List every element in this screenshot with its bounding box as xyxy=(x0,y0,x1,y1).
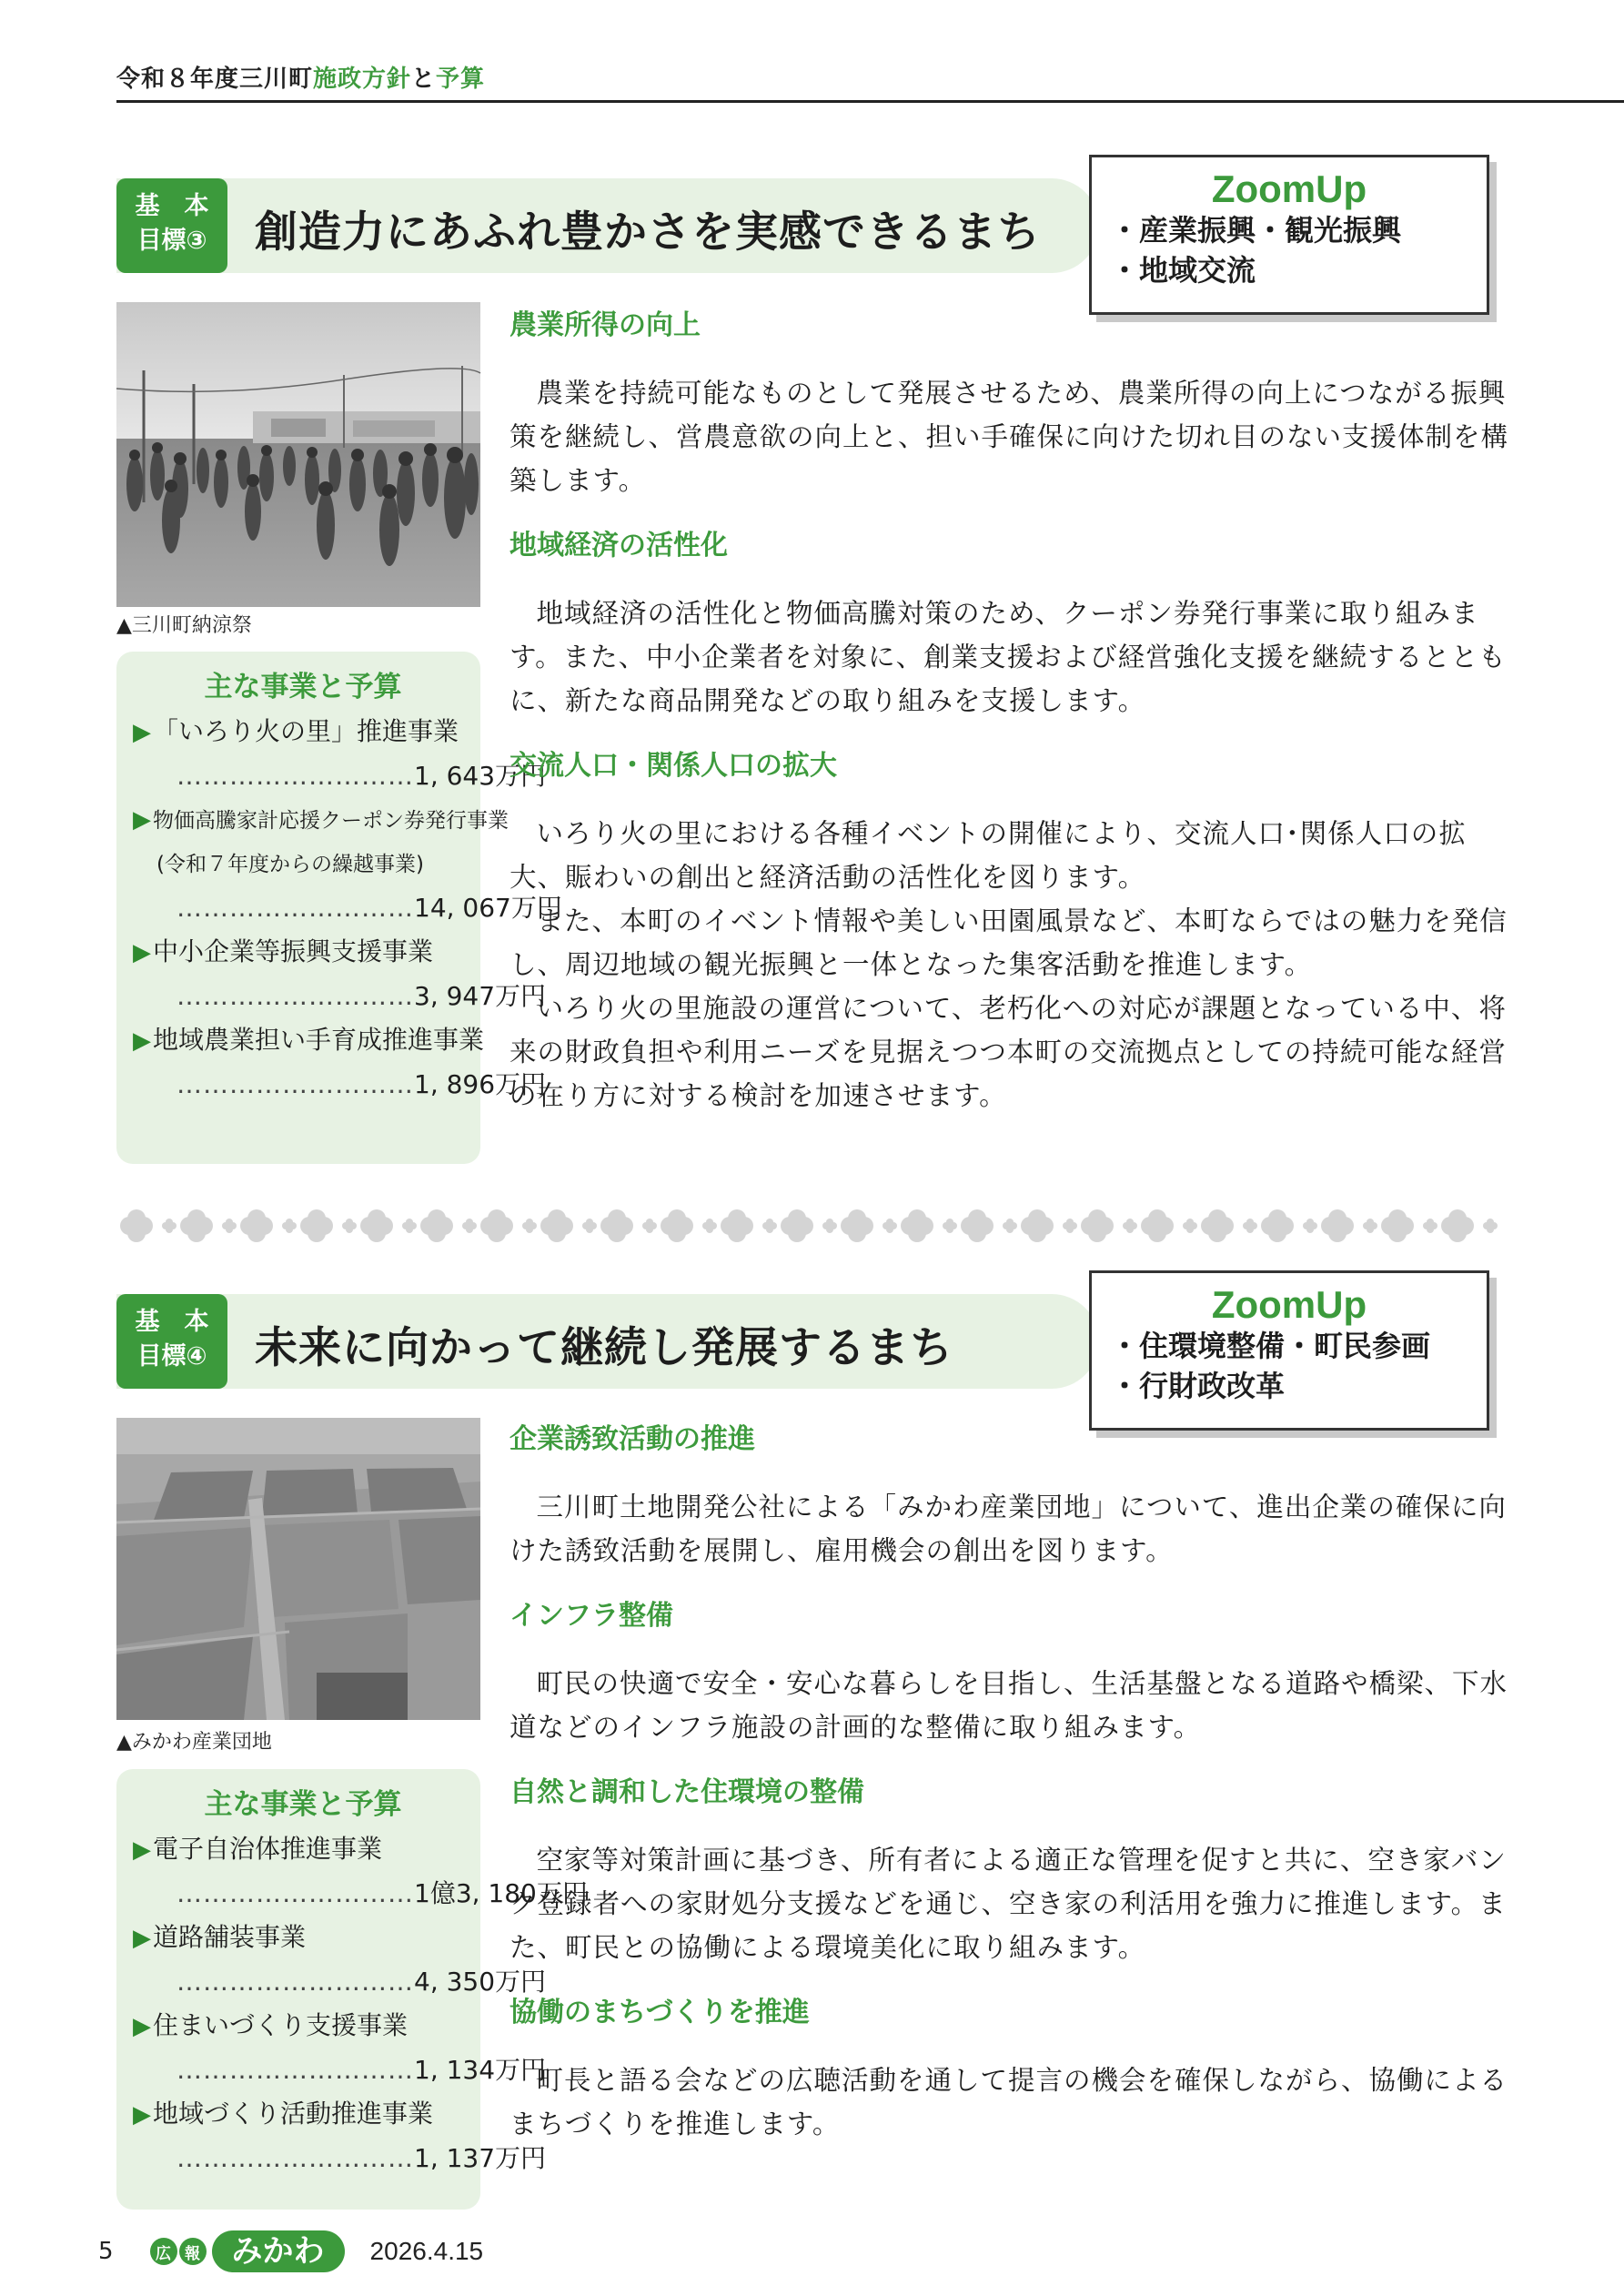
subsection-heading: 農業所得の向上 xyxy=(509,309,701,341)
budget-item xyxy=(133,2092,473,2137)
section3-badge-line1: 基 本 xyxy=(135,192,209,220)
budget-amount-value: 1億3, 180万円 xyxy=(414,1878,588,1908)
section4-zoomup-item: ・住環境整備・町民参画 xyxy=(1110,1329,1431,1363)
section3-budget-box xyxy=(116,652,562,1164)
budget-item xyxy=(133,710,473,754)
budget-amount-value: 4, 350万円 xyxy=(414,1967,547,1997)
paragraph: 空家等対策計画に基づき、所有者による適正な管理を促すと共に、空き家バンク登録者への家財処分支援などを通じ、空き家の利活用を強力に推進します。また、町民との協働による環境美化に取り組みます。 xyxy=(509,1845,1507,1963)
triangle-bullet-icon: ▶ xyxy=(133,806,151,834)
leader-dots: ……………………… xyxy=(177,2143,414,2173)
budget-amount-value: 3, 947万円 xyxy=(414,981,547,1011)
section4-badge-line1: 基 本 xyxy=(135,1308,209,1336)
subsection-heading: インフラ整備 xyxy=(509,1600,673,1632)
header-conj: と xyxy=(411,66,437,93)
leader-dots: ……………………… xyxy=(177,893,414,923)
paragraph: 町長と語る会などの広聴活動を通して提言の機会を確保しながら、協働によるまちづくりを推進します。 xyxy=(509,2065,1508,2139)
section4-zoomup-box xyxy=(1089,1270,1489,1431)
leader-dots: ……………………… xyxy=(177,981,414,1011)
budget-item xyxy=(133,1827,473,1872)
subsection-heading: 地域経済の活性化 xyxy=(509,530,728,561)
triangle-bullet-icon: ▶ xyxy=(133,2101,151,2129)
budget-amount xyxy=(133,754,547,798)
budget-amount xyxy=(133,1063,547,1107)
festival-photo-caption: ▲三川町納涼祭 xyxy=(116,614,252,637)
budget-amount xyxy=(133,975,547,1018)
budget-amount-value: 14, 067万円 xyxy=(414,893,562,923)
section4-budget-box xyxy=(116,1769,588,2210)
budget-amount xyxy=(133,2137,547,2180)
paragraph: 三川町土地開発公社による「みかわ産業団地」について、進出企業の確保に向けた誘致活動を展開し、雇用機会の創出を図ります。 xyxy=(509,1492,1507,1566)
budget-item-label: 地域農業担い手育成推進事業 xyxy=(153,1025,485,1055)
section4-content xyxy=(509,1420,1519,2146)
page-footer xyxy=(98,2230,483,2273)
header-prefix: 令和８年度三川町 xyxy=(116,66,314,93)
section3-goal-badge xyxy=(116,178,227,273)
header-mid: 施政方針 xyxy=(313,66,412,93)
subsection-heading: 協働のまちづくりを推進 xyxy=(509,1997,810,2028)
budget-amount-value: 1, 643万円 xyxy=(414,761,547,791)
budget-item-note: (令和７年度からの繰越事業) xyxy=(156,853,424,876)
budget-item xyxy=(133,1916,473,1960)
paragraph: いろり火の里施設の運営について、老朽化への対応が課題となっている中、将来の財政負担や利用ニーズを見据えつつ本町の交流拠点としての持続可能な経営の在り方に対する検討を加速させます。 xyxy=(509,993,1507,1111)
subsection-heading: 企業誘致活動の推進 xyxy=(509,1423,755,1455)
triangle-bullet-icon: ▶ xyxy=(133,1027,151,1055)
triangle-bullet-icon: ▶ xyxy=(133,1836,151,1864)
leader-dots: ……………………… xyxy=(177,761,414,791)
budget-amount-value: 1, 896万円 xyxy=(414,1069,547,1099)
section3-zoomup-title: ZoomUp xyxy=(1211,167,1367,210)
section3-zoomup-item: ・産業振興・観光振興 xyxy=(1110,213,1402,248)
budget-item xyxy=(133,798,509,843)
mikawa-logo: みかわ xyxy=(212,2230,345,2272)
section4-title: 未来に向かって継続し発展するまち xyxy=(255,1323,953,1373)
section3-content xyxy=(509,306,1519,1118)
triangle-bullet-icon: ▶ xyxy=(133,2013,151,2040)
budget-item xyxy=(133,1018,485,1063)
budget-item xyxy=(133,930,473,975)
budget-item-label: 道路舗装事業 xyxy=(153,1922,307,1952)
issue-date: 2026.4.15 xyxy=(369,2237,484,2265)
section3-zoomup-box xyxy=(1089,155,1489,315)
kou-circle: 広 xyxy=(150,2238,177,2265)
section4-budget-title: 主な事業と予算 xyxy=(204,1788,402,1821)
section4-zoomup-item: ・行財政改革 xyxy=(1110,1369,1286,1403)
section3-budget-title: 主な事業と予算 xyxy=(204,671,402,703)
budget-item-label: 住まいづくり支援事業 xyxy=(153,2010,409,2040)
budget-amount xyxy=(133,886,562,930)
leader-dots: ……………………… xyxy=(177,1069,414,1099)
budget-item-label: 中小企業等振興支援事業 xyxy=(153,936,434,966)
hou-circle: 報 xyxy=(179,2238,207,2265)
subsection-heading: 自然と調和した住環境の整備 xyxy=(509,1776,864,1808)
budget-item-label: 地域づくり活動推進事業 xyxy=(153,2099,434,2129)
budget-item xyxy=(133,2004,473,2048)
header-rule xyxy=(116,100,1624,103)
page-header xyxy=(116,60,485,94)
budget-item-label: 「いろり火の里」推進事業 xyxy=(153,716,459,746)
paragraph: 地域経済の活性化と物価高騰対策のため、クーポン券発行事業に取り組みます。また、中小企業者を対象に、創業支援および経営強化支援を継続するとともに、新たな商品開発などの取り組みを支援します。 xyxy=(509,598,1507,716)
triangle-bullet-icon: ▶ xyxy=(133,1925,151,1952)
paragraph: また、本町のイベント情報や美しい田園風景など、本町ならではの魅力を発信し、周辺地域の観光振興と一体となった集客活動を推進します。 xyxy=(509,905,1508,980)
subsection-heading: 交流人口・関係人口の拡大 xyxy=(509,750,837,782)
section3-badge-line2: 目標③ xyxy=(136,227,207,255)
page-number: 5 xyxy=(98,2238,114,2265)
industrial-park-photo-caption: ▲みかわ産業団地 xyxy=(116,1731,272,1754)
industrial-park-photo xyxy=(116,1418,480,1720)
leader-dots: ……………………… xyxy=(177,1967,414,1997)
triangle-bullet-icon: ▶ xyxy=(133,719,151,746)
header-tail: 予算 xyxy=(436,66,486,93)
budget-amount xyxy=(133,2048,547,2092)
budget-amount xyxy=(133,1872,588,1916)
festival-photo xyxy=(116,302,480,607)
budget-item-label: 電子自治体推進事業 xyxy=(153,1834,383,1864)
leader-dots: ……………………… xyxy=(177,1878,414,1908)
leader-dots: ……………………… xyxy=(177,2055,414,2085)
section3-title: 創造力にあふれ豊かさを実感できるまち xyxy=(255,207,1041,258)
paragraph: 農業を持続可能なものとして発展させるため、農業所得の向上につながる振興策を継続し、営農意欲の向上と、担い手確保に向けた切れ目のない支援体制を構築します。 xyxy=(509,378,1509,496)
budget-amount-value: 1, 137万円 xyxy=(414,2143,547,2173)
budget-amount xyxy=(133,1960,547,2004)
section3-zoomup-item: ・地域交流 xyxy=(1110,253,1256,288)
flower-divider xyxy=(116,1206,1508,1246)
paragraph: いろり火の里における各種イベントの開催により、交流人口･関係人口の拡大、賑わいの創出と経済活動の活性化を図ります。 xyxy=(509,818,1467,893)
budget-amount-value: 1, 134万円 xyxy=(414,2055,547,2085)
paragraph: 町民の快適で安全・安心な暮らしを目指し、生活基盤となる道路や橋梁、下水道などのインフラ施設の計画的な整備に取り組みます。 xyxy=(509,1668,1508,1743)
section4-zoomup-title: ZoomUp xyxy=(1211,1283,1367,1326)
section4-goal-badge xyxy=(116,1294,227,1389)
triangle-bullet-icon: ▶ xyxy=(133,939,151,966)
section4-badge-line2: 目標④ xyxy=(136,1342,207,1371)
kouhou-mark xyxy=(150,2238,208,2265)
budget-item-label: 物価高騰家計応援クーポン券発行事業 xyxy=(153,809,509,833)
